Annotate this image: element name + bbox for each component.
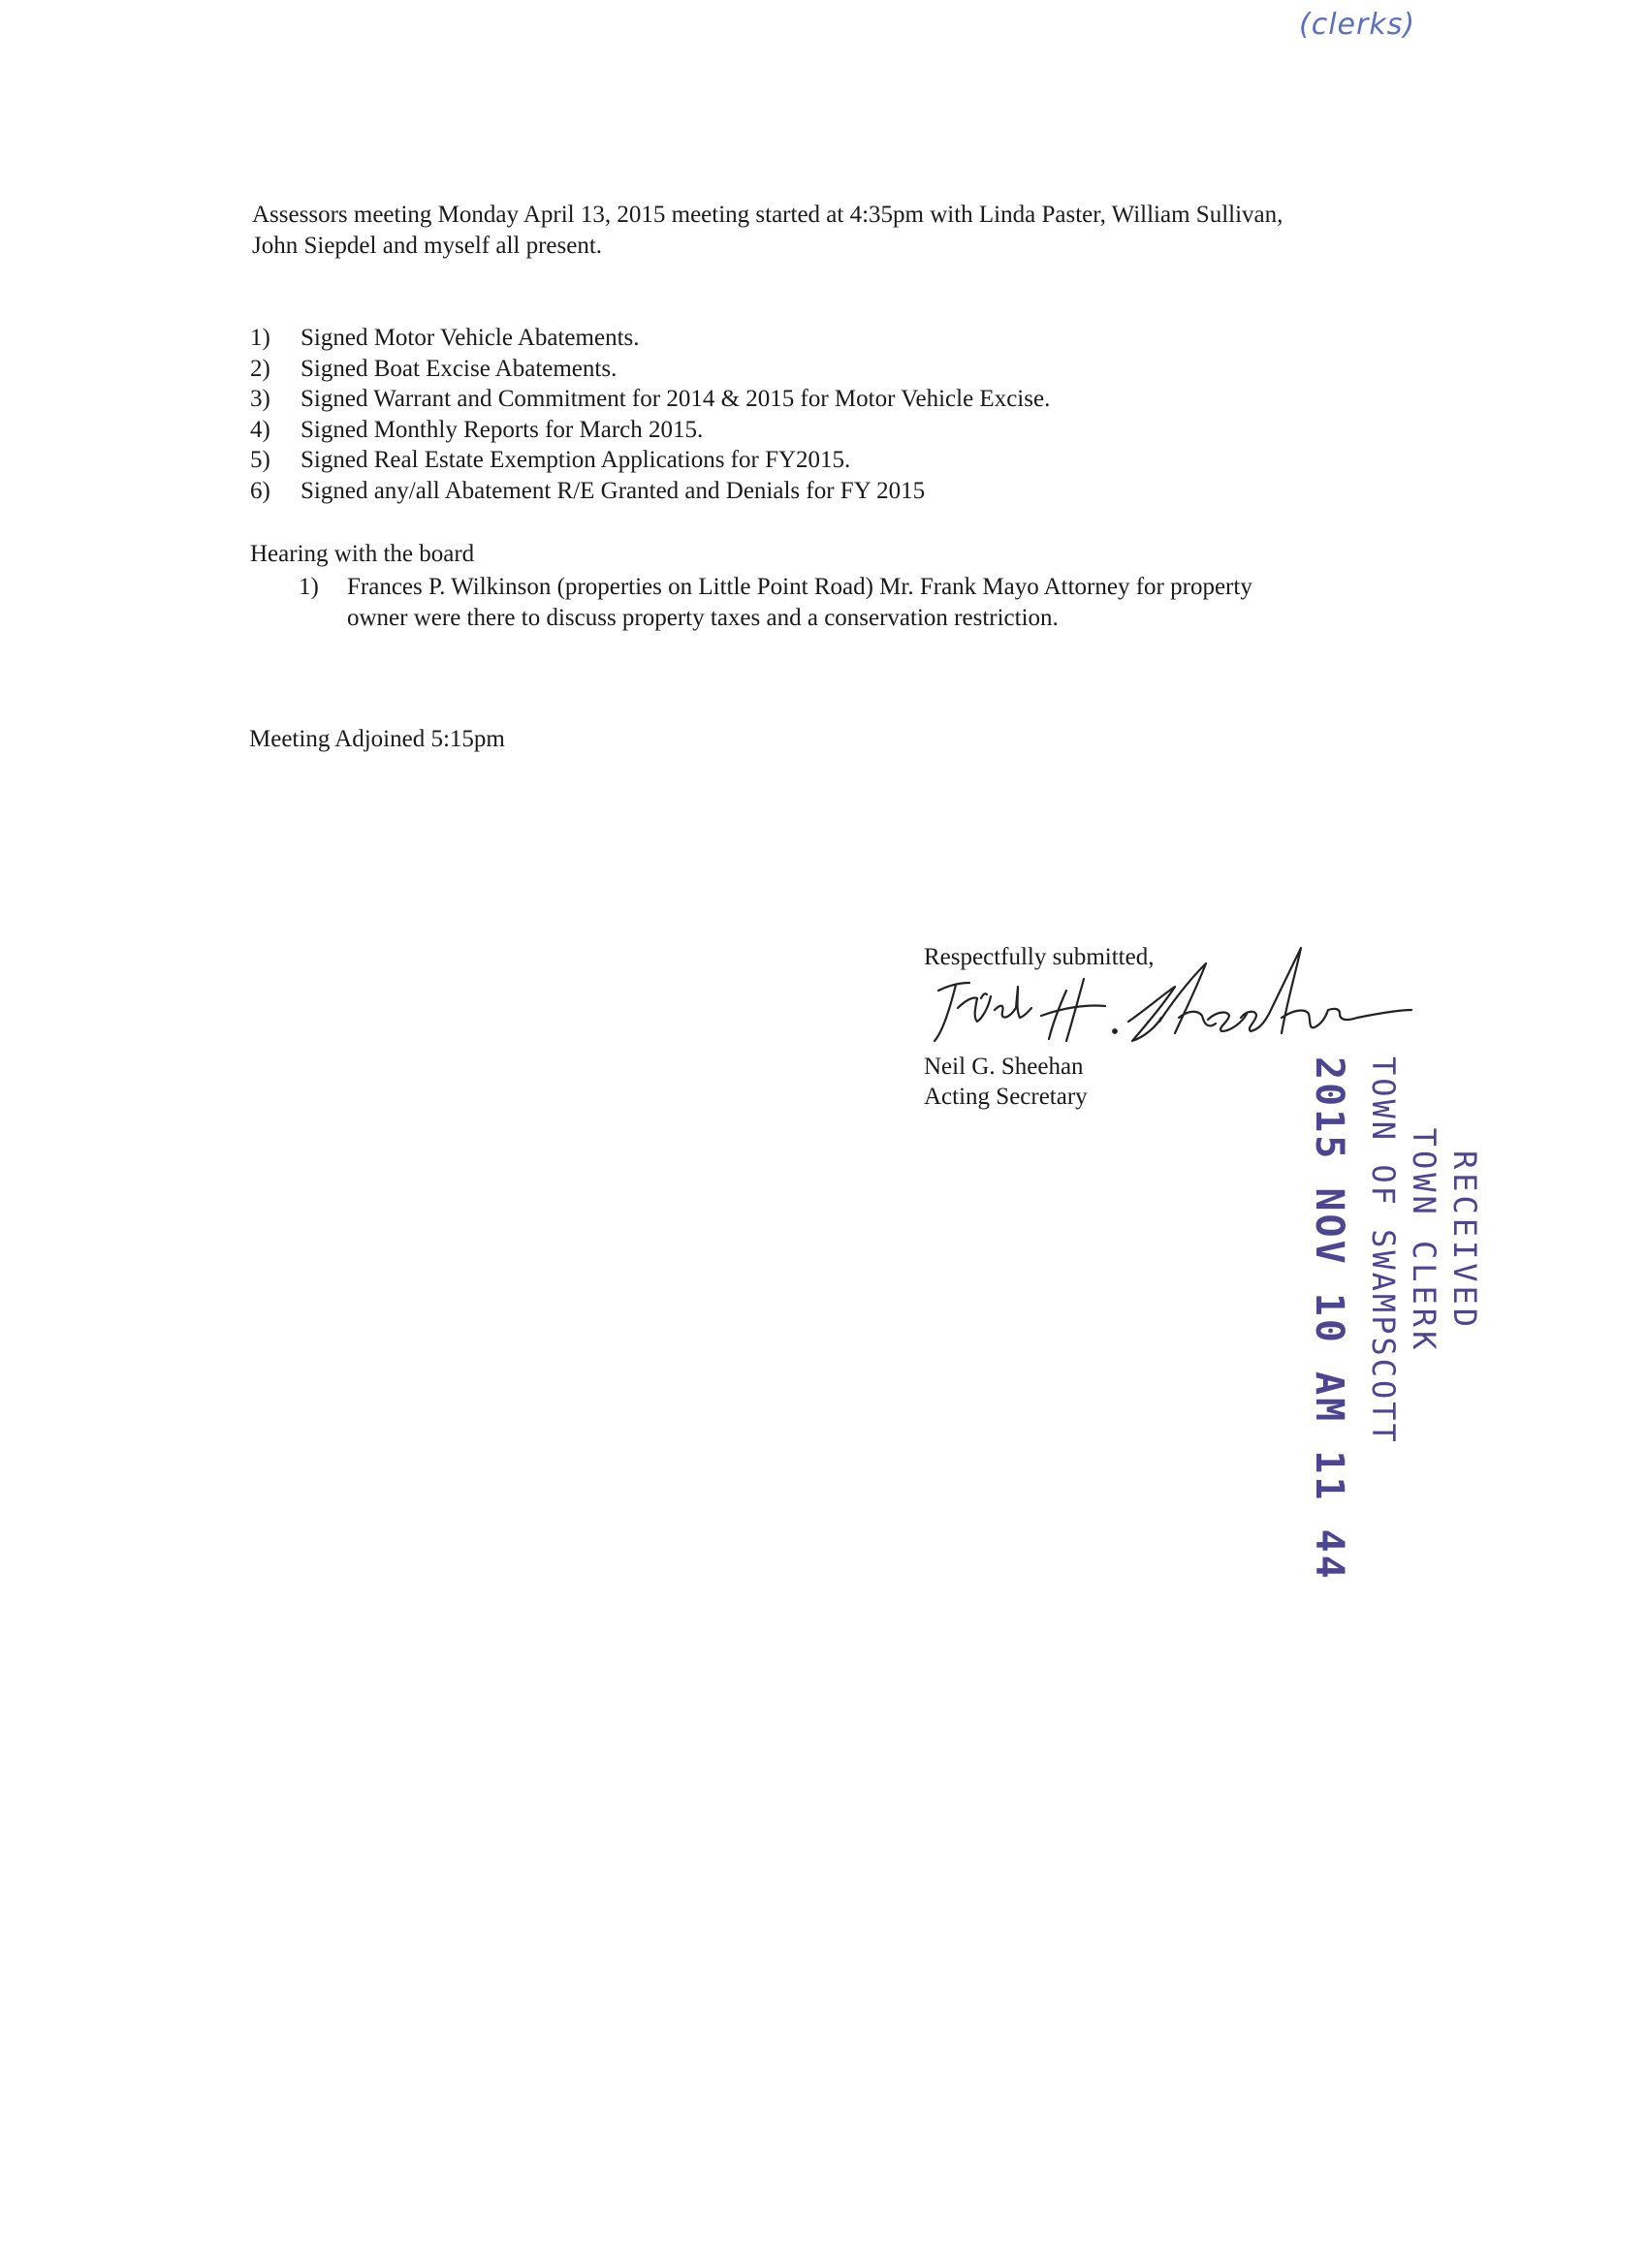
list-item bbox=[250, 323, 1050, 354]
action-items-list bbox=[250, 323, 1050, 506]
item-number: 2) bbox=[250, 355, 270, 382]
hearing-item-number: 1) bbox=[299, 574, 319, 600]
item-text: Signed any/all Abatement R/E Granted and Denials for FY 2015 bbox=[301, 477, 926, 504]
list-item bbox=[250, 445, 1050, 476]
stamp-date: 2015 NOV 10 AM 11 44 bbox=[1307, 1056, 1351, 1582]
list-item bbox=[250, 384, 1050, 415]
intro-line-2: John Siepdel and myself all present. bbox=[252, 232, 603, 259]
signer-title: Acting Secretary bbox=[924, 1084, 1088, 1110]
hearing-item-line-1: Frances P. Wilkinson (properties on Little Point Road) Mr. Frank Mayo Attorney for property bbox=[347, 574, 1252, 600]
item-number: 5) bbox=[250, 447, 270, 473]
item-number: 6) bbox=[250, 477, 270, 504]
item-text: Signed Monthly Reports for March 2015. bbox=[301, 416, 704, 443]
item-number: 1) bbox=[250, 325, 270, 351]
item-text: Signed Warrant and Commitment for 2014 & 2015 for Motor Vehicle Excise. bbox=[301, 386, 1051, 412]
hearing-item bbox=[299, 572, 1384, 633]
item-text: Signed Motor Vehicle Abatements. bbox=[301, 325, 640, 351]
list-item bbox=[250, 415, 1050, 446]
item-number: 3) bbox=[250, 386, 270, 412]
closing-line: Respectfully submitted, bbox=[924, 944, 1155, 970]
signer-name: Neil G. Sheehan bbox=[924, 1053, 1084, 1080]
handwritten-note: (clerks) bbox=[1299, 8, 1416, 42]
intro-line-1: Assessors meeting Monday April 13, 2015 meeting started at 4:35pm with Linda Paster, William Sullivan, bbox=[252, 202, 1284, 228]
hearing-heading: Hearing with the board bbox=[250, 541, 475, 567]
hearing-item-line-2: owner were there to discuss property taxes and a conservation restriction. bbox=[347, 604, 1059, 631]
meeting-intro bbox=[252, 200, 1454, 261]
stamp-town-name: TOWN OF SWAMPSCOTT bbox=[1365, 1056, 1402, 1445]
list-item bbox=[250, 354, 1050, 385]
received-stamp bbox=[1270, 1056, 1483, 1582]
item-text: Signed Real Estate Exemption Applications for FY2015. bbox=[301, 447, 851, 473]
stamp-town-clerk: TOWN CLERK bbox=[1406, 1127, 1442, 1354]
meeting-adjourned: Meeting Adjoined 5:15pm bbox=[249, 726, 505, 752]
item-number: 4) bbox=[250, 416, 270, 443]
item-text: Signed Boat Excise Abatements. bbox=[301, 355, 618, 382]
stamp-received: RECEIVED bbox=[1446, 1150, 1483, 1332]
list-item bbox=[250, 476, 1050, 507]
